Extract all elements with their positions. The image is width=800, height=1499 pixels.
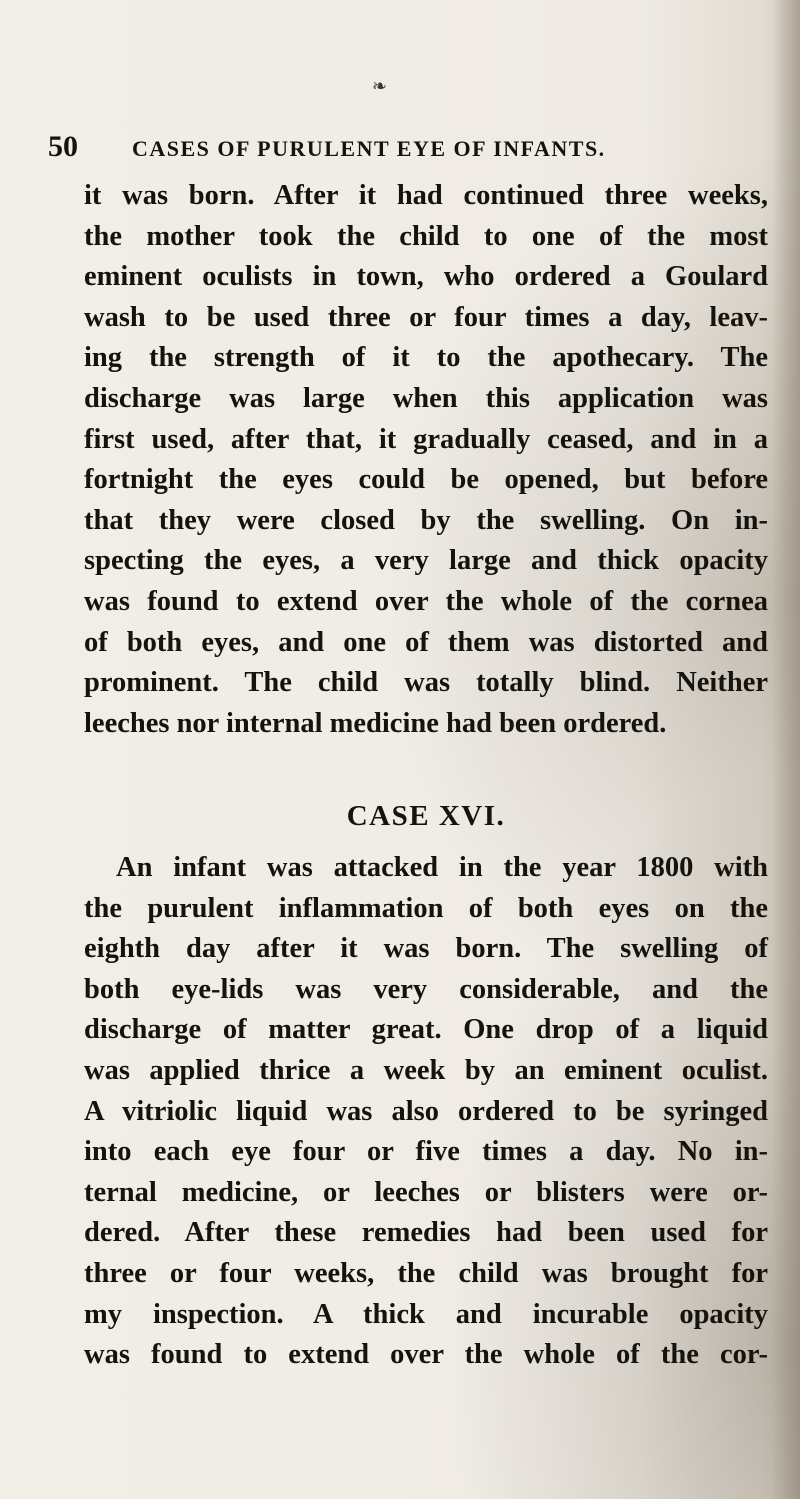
- text-line: was found to extend over the whole of the cornea: [84, 585, 768, 617]
- text-line: discharge was large when this application was: [84, 382, 768, 414]
- text-line: ternal medicine, or leeches or blisters were or-: [84, 1176, 768, 1208]
- text-line: eminent oculists in town, who ordered a Goulard: [84, 261, 768, 293]
- text-line: the purulent inflammation of both eyes on the: [84, 892, 768, 924]
- text-line: ing the strength of it to the apothecary. The: [84, 342, 768, 374]
- text-line: into each eye four or five times a day. No in-: [84, 1136, 768, 1168]
- text-line: fortnight the eyes could be opened, but before: [84, 464, 768, 496]
- case-heading: CASE XVI.: [346, 800, 506, 832]
- text-line: leeches nor internal medicine had been ordered.: [84, 707, 667, 739]
- text-line: both eye-lids was very considerable, and the: [84, 973, 768, 1005]
- paragraph-case-xvi: [84, 848, 768, 1376]
- page-number: 50: [48, 130, 78, 163]
- text-line: it was born. After it had continued three weeks,: [84, 180, 768, 211]
- page-edge-shadow: [772, 0, 800, 1499]
- text-line: prominent. The child was totally blind. Neither: [84, 667, 768, 699]
- text-line: A vitriolic liquid was also ordered to be syringed: [84, 1095, 768, 1127]
- text-line: first used, after that, it gradually ceased, and in a: [84, 423, 768, 455]
- text-line: An infant was attacked in the year 1800 with: [116, 852, 768, 883]
- text-line: three or four weeks, the child was brought for: [84, 1257, 768, 1289]
- text-line: specting the eyes, a very large and thick opacity: [84, 545, 768, 577]
- text-line: eighth day after it was born. The swelling of: [84, 933, 768, 965]
- text-line: was applied thrice a week by an eminent oculist.: [84, 1054, 768, 1086]
- text-line: the mother took the child to one of the most: [84, 220, 768, 252]
- running-head-text: CASES OF PURULENT EYE OF INFANTS.: [132, 136, 606, 161]
- running-head: [132, 136, 606, 162]
- text-line: that they were closed by the swelling. On in-: [84, 504, 768, 536]
- printer-mark: ❧: [372, 76, 388, 96]
- text-line: discharge of matter great. One drop of a liquid: [84, 1014, 768, 1046]
- paragraph-continued: [84, 176, 768, 744]
- text-line: wash to be used three or four times a day, leav-: [84, 301, 768, 333]
- text-line: dered. After these remedies had been used for: [84, 1217, 768, 1249]
- page-header: [48, 130, 768, 170]
- text-line: was found to extend over the whole of the cor-: [84, 1339, 768, 1371]
- text-line: my inspection. A thick and incurable opacity: [84, 1298, 768, 1330]
- text-line: of both eyes, and one of them was distorted and: [84, 626, 768, 658]
